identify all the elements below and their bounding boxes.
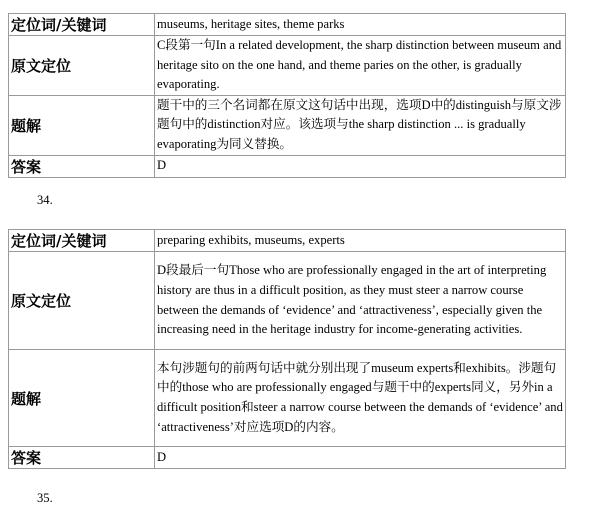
- row-label-explanation: 题解: [9, 350, 155, 447]
- table-row: [9, 155, 566, 177]
- row-content-source: D段最后一句Those who are professionally engaged in the art of interpreting history are thus in a difficult position, as they must steer a narrow course between the demands of ‘evidence’ and ‘attractiveness’, especially given the increasing need in the heritage industry for income-generating activities.: [155, 252, 566, 350]
- table-row: [9, 95, 566, 155]
- question-number: 35.: [37, 491, 53, 505]
- row-content-answer: D: [155, 447, 566, 469]
- row-content-explanation: 题干中的三个名词都在原文这句话中出现，选项D中的distinguish与原文涉题句中的distinction对应。该选项与the sharp distinction ... is gradually evaporating为同义替换。: [155, 95, 566, 155]
- table-row: [9, 36, 566, 96]
- row-content-answer: D: [155, 155, 566, 177]
- answer-table-34: [8, 229, 566, 469]
- table-row: [9, 14, 566, 36]
- table-row: [9, 447, 566, 469]
- answer-table-33: [8, 13, 566, 178]
- row-label-answer: 答案: [9, 447, 155, 469]
- row-label-explanation: 题解: [9, 95, 155, 155]
- row-label-keywords: 定位词/关键词: [9, 14, 155, 36]
- row-content-explanation: 本句涉题句的前两句话中就分别出现了museum experts和exhibits。涉题句中的those who are professionally engaged与题干中的experts同义，另外in a difficult position和steer a narrow course between the demands of ‘evidence’ and ‘attractiveness’对应选项D的内容。: [155, 350, 566, 447]
- table-row: [9, 252, 566, 350]
- row-content-source: C段第一句In a related development, the sharp distinction between museum and heritage sito on the one hand, and theme paries on the other, is gradually evaporating.: [155, 36, 566, 96]
- row-label-source: 原文定位: [9, 36, 155, 96]
- row-label-keywords: 定位词/关键词: [9, 230, 155, 252]
- table-row: [9, 350, 566, 447]
- row-content-keywords: museums, heritage sites, theme parks: [155, 14, 566, 36]
- row-label-answer: 答案: [9, 155, 155, 177]
- row-content-keywords: preparing exhibits, museums, experts: [155, 230, 566, 252]
- question-number: 34.: [37, 193, 53, 207]
- row-label-source: 原文定位: [9, 252, 155, 350]
- table-row: [9, 230, 566, 252]
